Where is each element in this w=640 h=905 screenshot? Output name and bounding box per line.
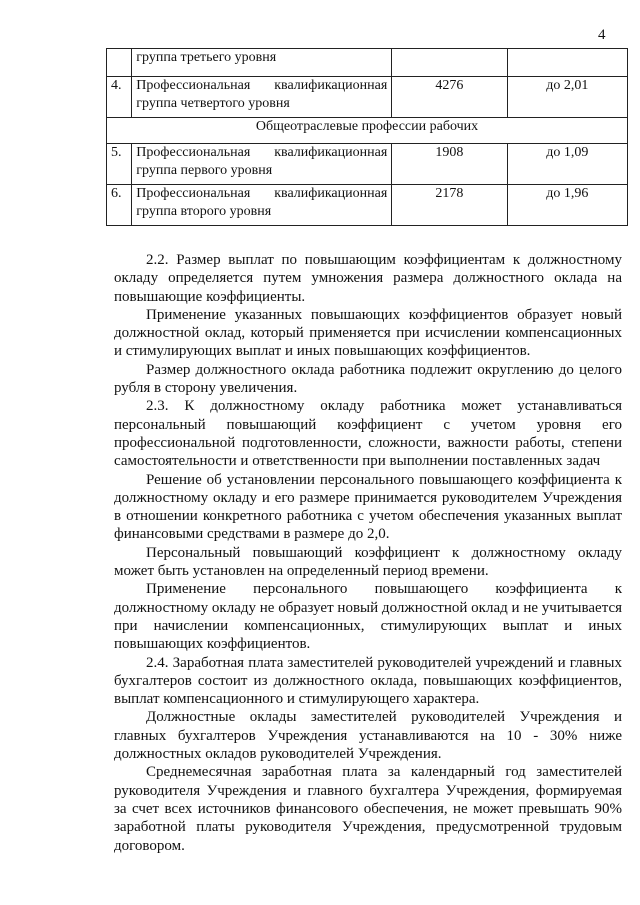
paragraph-2-3: 2.3. К должностному окладу работника может устанавливаться персональный повышающий коэффициент с учетом уровня его профессиональной подготовленности, сложности, важности работы, степени самостоятельности и ответственности при выполнении поставленных задач	[114, 398, 622, 470]
qualification-table	[106, 48, 628, 226]
paragraph: Решение об установлении персонального повышающего коэффициента к должностному окладу и его размере принимается руководителем Учреждения в отношении конкретного работника с учетом обеспечения указанных выплат финансовыми средствами в размере до 2,0.	[114, 471, 622, 543]
group-name	[132, 49, 392, 77]
coefficient-value: до 1,09	[507, 144, 627, 185]
group-name-line: группа четвертого уровня	[136, 96, 290, 111]
paragraph: Персональный повышающий коэффициент к должностному окладу может быть установлен на определенный период времени.	[114, 544, 622, 580]
salary-value: 1908	[392, 144, 507, 185]
salary-value: 2178	[392, 185, 507, 226]
row-number: 5.	[107, 144, 132, 185]
coefficient-value: до 2,01	[507, 77, 627, 118]
group-name-line: группа второго уровня	[136, 204, 272, 219]
group-name-line: группа третьего уровня	[136, 50, 277, 65]
group-name-line: группа первого уровня	[136, 163, 273, 178]
row-number: 4.	[107, 77, 132, 118]
row-number	[107, 49, 132, 77]
paragraph: Должностные оклады заместителей руководителей Учреждения и главных бухгалтеров Учреждения устанавливаются на 10 - 30% ниже должностных окладов руководителей Учреждения.	[114, 709, 622, 763]
paragraph-2-4: 2.4. Заработная плата заместителей руководителей учреждений и главных бухгалтеров состоит из должностного оклада, повышающих коэффициентов, выплат компенсационного и стимулирующего характера.	[114, 654, 622, 708]
section-heading: Общеотраслевые профессии рабочих	[107, 118, 628, 144]
paragraph: Размер должностного оклада работника подлежит округлению до целого рубля в сторону увеличения.	[114, 361, 622, 397]
paragraph: Среднемесячная заработная плата за календарный год заместителей руководителя Учреждения и главного бухгалтера Учреждения, формируемая за счет всех источников финансового обеспечения, не может превышать 90% заработной платы руководителя Учреждения, предусмотренной трудовым договором.	[114, 764, 622, 854]
row-number: 6.	[107, 185, 132, 226]
group-name	[132, 185, 392, 226]
group-name	[132, 77, 392, 118]
group-name-line: Профессиональная квалификационная	[136, 145, 388, 160]
page-number: 4	[598, 27, 606, 43]
document-body	[114, 251, 622, 855]
table-row	[107, 49, 628, 77]
table-row	[107, 77, 628, 118]
table-section-row	[107, 118, 628, 144]
paragraph: Применение указанных повышающих коэффициентов образует новый должностной оклад, который применяется при исчислении компенсационных и стимулирующих выплат и иных повышающих коэффициентов.	[114, 306, 622, 360]
table-row	[107, 185, 628, 226]
group-name-line: Профессиональная квалификационная	[136, 78, 388, 93]
group-name-line: Профессиональная квалификационная	[136, 186, 388, 201]
salary-value	[392, 49, 507, 77]
coefficient-value	[507, 49, 627, 77]
paragraph-2-2: 2.2. Размер выплат по повышающим коэффициентам к должностному окладу определяется путем умножения размера должностного оклада на повышающие коэффициенты.	[114, 252, 622, 305]
group-name	[132, 144, 392, 185]
paragraph: Применение персонального повышающего коэффициента к должностному окладу не образует новый должностной оклад и не учитывается при начислении компенсационных, стимулирующих выплат и иных повышающих коэффициентов.	[114, 581, 622, 653]
coefficient-value: до 1,96	[507, 185, 627, 226]
salary-value: 4276	[392, 77, 507, 118]
table-row	[107, 144, 628, 185]
